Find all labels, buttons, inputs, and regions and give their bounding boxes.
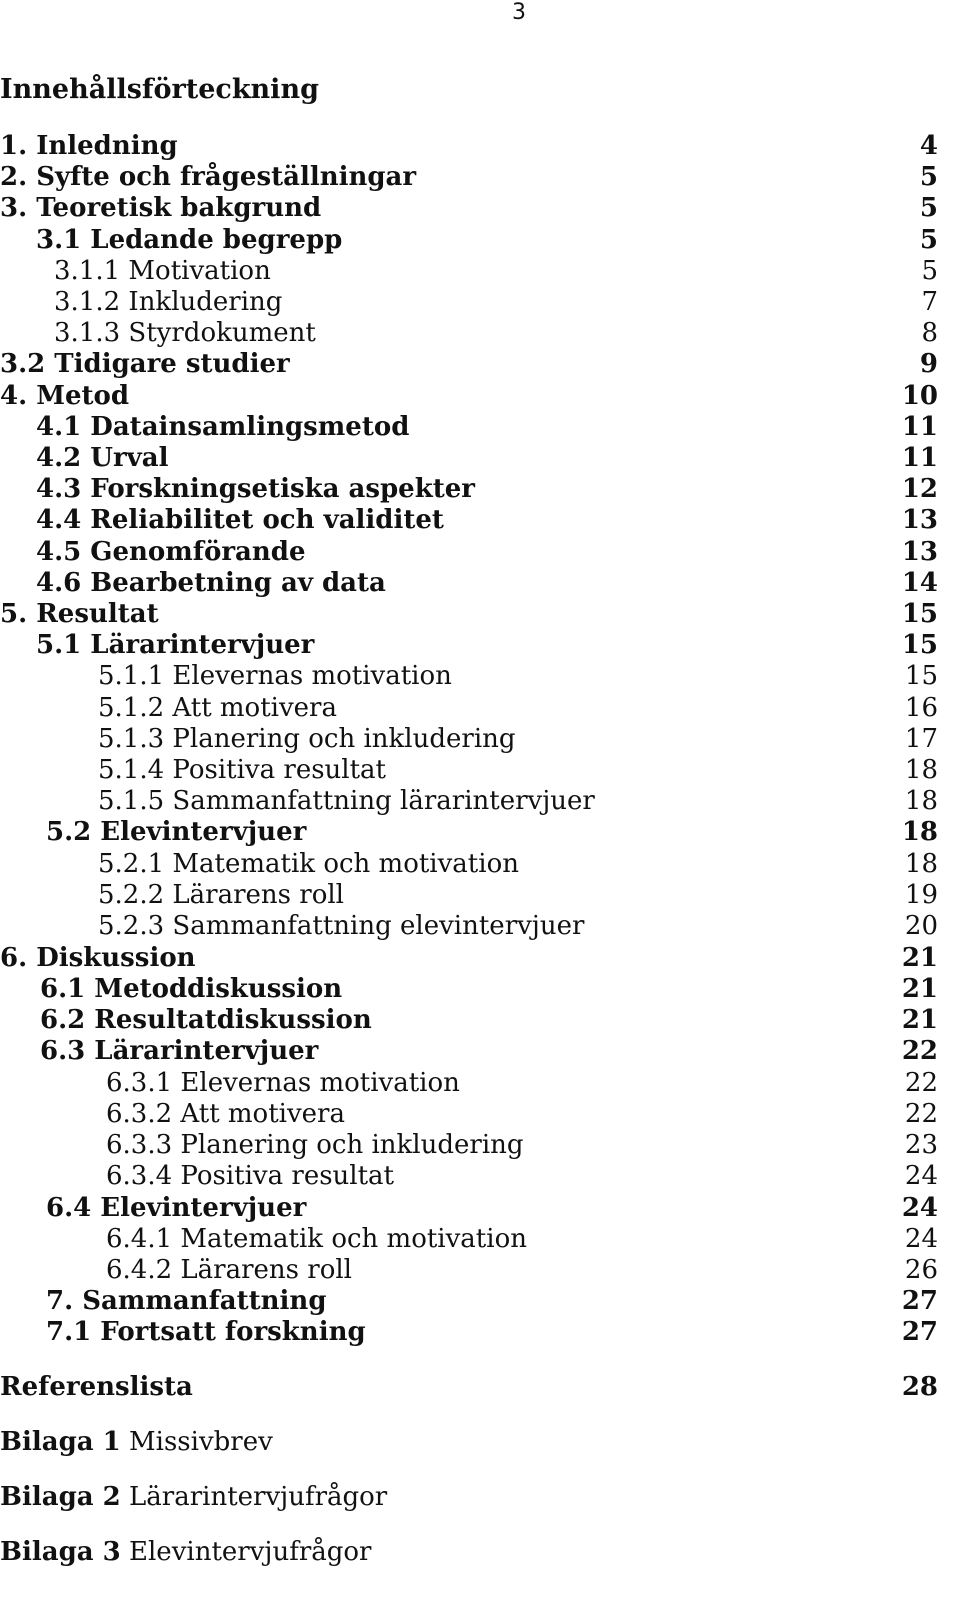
toc-entry-label: 3.1.3 Styrdokument bbox=[54, 318, 316, 348]
toc-entry-4-3[interactable] bbox=[0, 473, 938, 505]
toc-entry-5-2-2[interactable] bbox=[0, 879, 938, 911]
toc-entry-label: 6.3 Lärarintervjuer bbox=[40, 1036, 319, 1066]
toc-entry-page: 24 bbox=[904, 1224, 938, 1254]
toc-entry-6-4[interactable] bbox=[0, 1192, 938, 1224]
toc-entry-3-1-1[interactable] bbox=[0, 255, 938, 287]
toc-entry-page: 21 bbox=[901, 1005, 938, 1035]
toc-entry-5-1-3[interactable] bbox=[0, 723, 938, 755]
toc-entry-label: 6.4 Elevintervjuer bbox=[46, 1193, 307, 1223]
toc-entry-page: 26 bbox=[904, 1255, 938, 1285]
toc-entry-label: 5.1.1 Elevernas motivation bbox=[98, 661, 452, 691]
toc-entry-4-4[interactable] bbox=[0, 504, 938, 536]
toc-entry-3-1-3[interactable] bbox=[0, 317, 938, 349]
appendix-title: Lärarintervjufrågor bbox=[129, 1482, 388, 1512]
toc-entry-page: 7 bbox=[921, 287, 938, 317]
toc-entry-label: 5.2.2 Lärarens roll bbox=[98, 880, 344, 910]
toc-entry-page: 21 bbox=[901, 974, 938, 1004]
page-number: 3 bbox=[512, 0, 526, 25]
references-label: Referenslista bbox=[0, 1372, 193, 1402]
toc-entry-label: 4.6 Bearbetning av data bbox=[36, 568, 386, 598]
toc-entry-label: 5.1 Lärarintervjuer bbox=[36, 630, 315, 660]
toc-entry-page: 14 bbox=[901, 568, 938, 598]
toc-entry-6-3-1[interactable] bbox=[0, 1067, 938, 1099]
appendix-prefix: Bilaga 2 bbox=[0, 1482, 121, 1512]
toc-entry-label: 6. Diskussion bbox=[0, 943, 196, 973]
toc-entry-page: 15 bbox=[901, 599, 938, 629]
appendix-title: Missivbrev bbox=[129, 1427, 273, 1457]
toc-entry-references[interactable] bbox=[0, 1371, 938, 1403]
toc-entry-5-2-3[interactable] bbox=[0, 910, 938, 942]
toc-entry-4-2[interactable] bbox=[0, 442, 938, 474]
toc-entry-6-3-4[interactable] bbox=[0, 1160, 938, 1192]
toc-entry-page: 18 bbox=[904, 849, 938, 879]
toc-entry-4-5[interactable] bbox=[0, 536, 938, 568]
toc-entry-label: 6.3.3 Planering och inkludering bbox=[106, 1130, 524, 1160]
toc-entry-page: 21 bbox=[901, 943, 938, 973]
toc-entry-5-2-1[interactable] bbox=[0, 848, 938, 880]
toc-entry-3-1[interactable] bbox=[0, 224, 938, 256]
toc-heading: Innehållsförteckning bbox=[0, 74, 319, 105]
toc-entry-page: 5 bbox=[919, 162, 938, 192]
toc-entry-page: 15 bbox=[901, 630, 938, 660]
toc-entry-page: 12 bbox=[901, 474, 938, 504]
toc-entry-page: 22 bbox=[904, 1068, 938, 1098]
toc-entry-page: 19 bbox=[904, 880, 938, 910]
toc-entry-label: 6.4.1 Matematik och motivation bbox=[106, 1224, 527, 1254]
toc-entry-page: 8 bbox=[921, 318, 938, 348]
toc-entry-page: 15 bbox=[904, 661, 938, 691]
toc-entry-page: 5 bbox=[919, 193, 938, 223]
toc-entry-5-1-4[interactable] bbox=[0, 754, 938, 786]
toc-entry-label: 6.3.2 Att motivera bbox=[106, 1099, 345, 1129]
toc-entry-page: 16 bbox=[904, 693, 938, 723]
toc-entry-label: 6.3.4 Positiva resultat bbox=[106, 1161, 395, 1191]
toc-entry-6-4-1[interactable] bbox=[0, 1223, 938, 1255]
toc-entry-4[interactable] bbox=[0, 380, 938, 412]
toc-entry-label: 5.2 Elevintervjuer bbox=[46, 817, 307, 847]
appendix-prefix: Bilaga 3 bbox=[0, 1537, 121, 1567]
toc-entry-label: 7.1 Fortsatt forskning bbox=[46, 1317, 366, 1347]
toc-entry-page: 5 bbox=[921, 256, 938, 286]
toc-entry-label: 6.3.1 Elevernas motivation bbox=[106, 1068, 460, 1098]
toc-entry-3-1-2[interactable] bbox=[0, 286, 938, 318]
toc-entry-label: 3.1 Ledande begrepp bbox=[36, 225, 343, 255]
toc-entry-label: 6.2 Resultatdiskussion bbox=[40, 1005, 372, 1035]
toc-entry-label: 6.4.2 Lärarens roll bbox=[106, 1255, 352, 1285]
toc-entry-6[interactable] bbox=[0, 942, 938, 974]
toc-entry-7[interactable] bbox=[0, 1285, 938, 1317]
toc-entry-label: 5.2.3 Sammanfattning elevintervjuer bbox=[98, 911, 585, 941]
toc-entry-page: 13 bbox=[901, 505, 938, 535]
toc-entry-label: 4.3 Forskningsetiska aspekter bbox=[36, 474, 475, 504]
toc-entry-5-1-2[interactable] bbox=[0, 692, 938, 724]
toc-entry-label: 3.1.1 Motivation bbox=[54, 256, 271, 286]
toc-entry-page: 10 bbox=[901, 381, 938, 411]
toc-entry-page: 18 bbox=[901, 817, 938, 847]
toc-entry-5-1-5[interactable] bbox=[0, 785, 938, 817]
toc-entry-6-4-2[interactable] bbox=[0, 1254, 938, 1286]
toc-entry-label: 5.1.2 Att motivera bbox=[98, 693, 337, 723]
toc-entry-page: 4 bbox=[919, 131, 938, 161]
toc-entry-2[interactable] bbox=[0, 161, 938, 193]
toc-entry-label: 5. Resultat bbox=[0, 599, 159, 629]
toc-entry-page: 18 bbox=[904, 786, 938, 816]
toc-entry-6-1[interactable] bbox=[0, 973, 938, 1005]
toc-entry-page: 18 bbox=[904, 755, 938, 785]
references-page: 28 bbox=[901, 1372, 938, 1402]
toc-entry-label: 3. Teoretisk bakgrund bbox=[0, 193, 322, 223]
toc-entry-page: 5 bbox=[919, 225, 938, 255]
toc-entry-label: 3.1.2 Inkludering bbox=[54, 287, 283, 317]
toc-entry-label: 4.4 Reliabilitet och validitet bbox=[36, 505, 444, 535]
toc-entry-page: 24 bbox=[901, 1193, 938, 1223]
appendix-2[interactable] bbox=[0, 1481, 938, 1513]
toc-entry-6-3-3[interactable] bbox=[0, 1129, 938, 1161]
toc-entry-label: 5.1.5 Sammanfattning lärarintervjuer bbox=[98, 786, 595, 816]
toc-entry-page: 9 bbox=[919, 349, 938, 379]
toc-entry-5-2[interactable] bbox=[0, 816, 938, 848]
toc-entry-label: 5.1.3 Planering och inkludering bbox=[98, 724, 516, 754]
toc-entry-page: 11 bbox=[901, 443, 938, 473]
toc-entry-5-1[interactable] bbox=[0, 629, 938, 661]
toc-entry-label: 4.5 Genomförande bbox=[36, 537, 306, 567]
toc-entry-6-3-2[interactable] bbox=[0, 1098, 938, 1130]
toc-entry-page: 22 bbox=[901, 1036, 938, 1066]
toc-entry-page: 22 bbox=[904, 1099, 938, 1129]
appendix-title: Elevintervjufrågor bbox=[129, 1537, 372, 1567]
toc-entry-page: 13 bbox=[901, 537, 938, 567]
toc-entry-label: 4. Metod bbox=[0, 381, 130, 411]
toc-entry-page: 20 bbox=[904, 911, 938, 941]
toc-entry-page: 11 bbox=[901, 412, 938, 442]
toc-entry-6-2[interactable] bbox=[0, 1004, 938, 1036]
toc-entry-label: 2. Syfte och frågeställningar bbox=[0, 162, 417, 192]
toc-entry-5[interactable] bbox=[0, 598, 938, 630]
toc-entry-5-1-1[interactable] bbox=[0, 660, 938, 692]
appendix-3[interactable] bbox=[0, 1536, 938, 1568]
toc-entry-page: 27 bbox=[901, 1317, 938, 1347]
toc-entry-label: 7. Sammanfattning bbox=[46, 1286, 327, 1316]
toc-entry-4-1[interactable] bbox=[0, 411, 938, 443]
toc-entry-6-3[interactable] bbox=[0, 1035, 938, 1067]
appendix-prefix: Bilaga 1 bbox=[0, 1427, 121, 1457]
toc-entry-3-2[interactable] bbox=[0, 348, 938, 380]
toc-entry-label: 4.2 Urval bbox=[36, 443, 169, 473]
toc-entry-page: 27 bbox=[901, 1286, 938, 1316]
toc-entry-3[interactable] bbox=[0, 192, 938, 224]
toc-entry-page: 24 bbox=[904, 1161, 938, 1191]
toc-entry-4-6[interactable] bbox=[0, 567, 938, 599]
toc-entry-7-1[interactable] bbox=[0, 1316, 938, 1348]
appendix-1[interactable] bbox=[0, 1426, 938, 1458]
toc-entry-label: 5.1.4 Positiva resultat bbox=[98, 755, 387, 785]
toc-entry-label: 4.1 Datainsamlingsmetod bbox=[36, 412, 410, 442]
toc-entry-label: 1. Inledning bbox=[0, 131, 178, 161]
toc-entry-label: 3.2 Tidigare studier bbox=[0, 349, 290, 379]
toc-entry-1[interactable] bbox=[0, 130, 938, 162]
toc-entry-label: 6.1 Metoddiskussion bbox=[40, 974, 343, 1004]
toc-entry-page: 23 bbox=[904, 1130, 938, 1160]
toc-entry-label: 5.2.1 Matematik och motivation bbox=[98, 849, 519, 879]
toc-entry-page: 17 bbox=[904, 724, 938, 754]
